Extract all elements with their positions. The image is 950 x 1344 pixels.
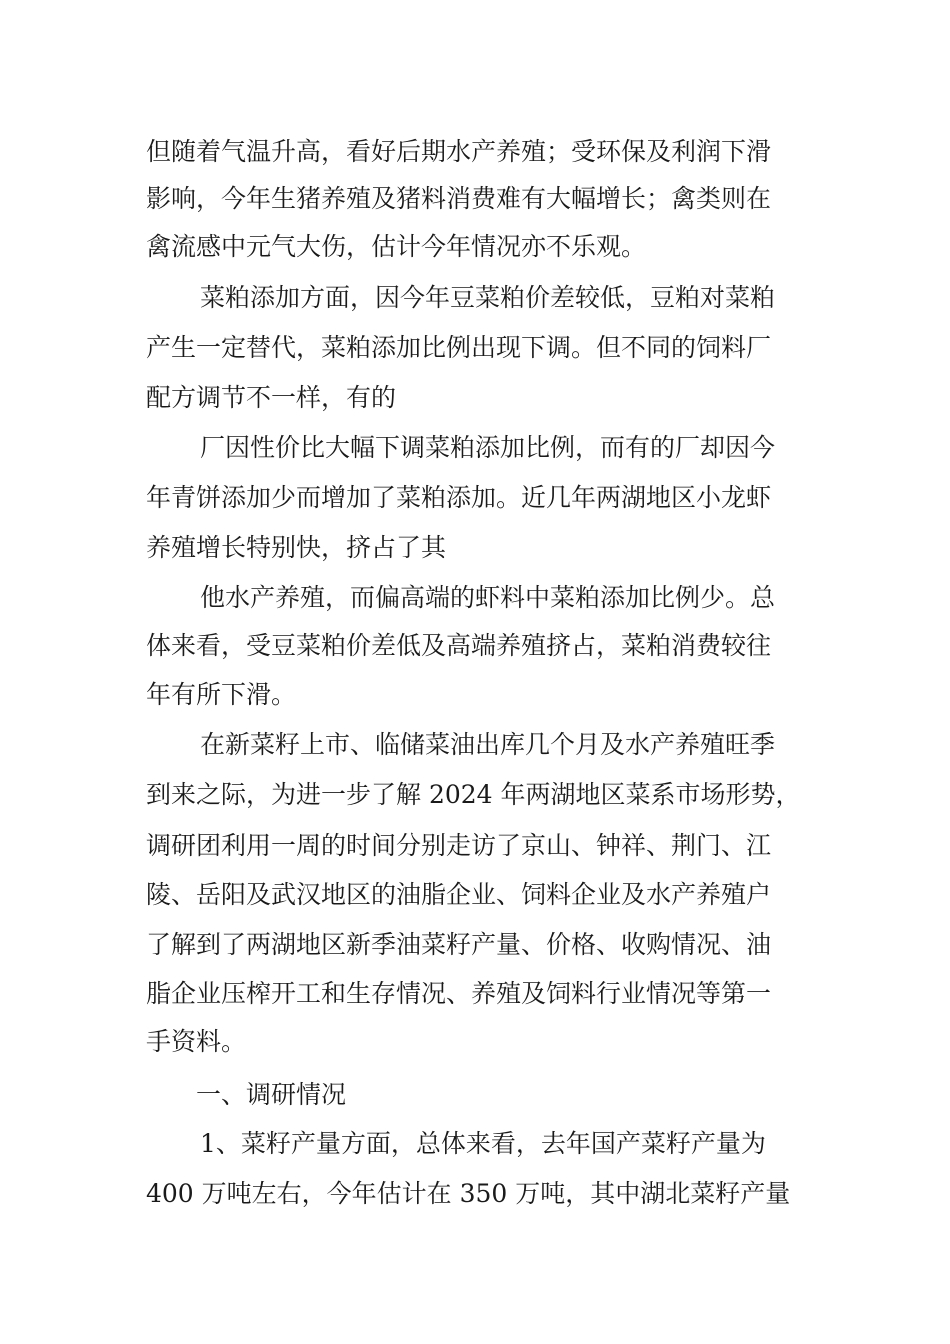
text-line: 调研团利用一周的时间分别走访了京山、钟祥、荆门、江 xyxy=(146,831,772,860)
paragraph-start-line: 厂因性价比大幅下调菜粕添加比例，而有的厂却因今 xyxy=(200,433,776,462)
text-line: 400 万吨左右，今年估计在 350 万吨，其中湖北菜籽产量 xyxy=(146,1179,791,1208)
text-line: 配方调节不一样，有的 xyxy=(146,383,397,412)
text-line: 了解到了两湖地区新季油菜籽产量、价格、收购情况、油 xyxy=(146,930,772,959)
section-heading: 一、调研情况 xyxy=(196,1080,347,1109)
text-line: 陵、岳阳及武汉地区的油脂企业、饲料企业及水产养殖户 xyxy=(146,880,772,909)
text-line: 养殖增长特别快，挤占了其 xyxy=(146,533,447,562)
text-line: 但随着气温升高，看好后期水产养殖；受环保及利润下滑 xyxy=(146,137,772,166)
paragraph-start-line: 他水产养殖，而偏高端的虾料中菜粕添加比例少。总 xyxy=(200,583,776,612)
text-line: 脂企业压榨开工和生存情况、养殖及饲料行业情况等第一 xyxy=(146,979,772,1008)
text-line: 体来看，受豆菜粕价差低及高端养殖挤占，菜粕消费较往 xyxy=(146,631,772,660)
text-line: 年青饼添加少而增加了菜粕添加。近几年两湖地区小龙虾 xyxy=(146,483,772,512)
paragraph-start-line: 菜粕添加方面，因今年豆菜粕价差较低，豆粕对菜粕 xyxy=(200,283,776,312)
text-line: 影响，今年生猪养殖及猪料消费难有大幅增长；禽类则在 xyxy=(146,184,772,213)
text-line: 年有所下滑。 xyxy=(146,680,297,709)
text-line: 产生一定替代，菜粕添加比例出现下调。但不同的饲料厂 xyxy=(146,333,772,362)
text-line: 到来之际，为进一步了解 2024 年两湖地区菜系市场形势， xyxy=(146,780,801,809)
paragraph-start-line: 在新菜籽上市、临储菜油出库几个月及水产养殖旺季 xyxy=(200,730,776,759)
paragraph-start-line: 1、菜籽产量方面，总体来看，去年国产菜籽产量为 xyxy=(200,1129,766,1158)
text-line: 禽流感中元气大伤，估计今年情况亦不乐观。 xyxy=(146,232,647,261)
text-line: 手资料。 xyxy=(146,1027,247,1056)
